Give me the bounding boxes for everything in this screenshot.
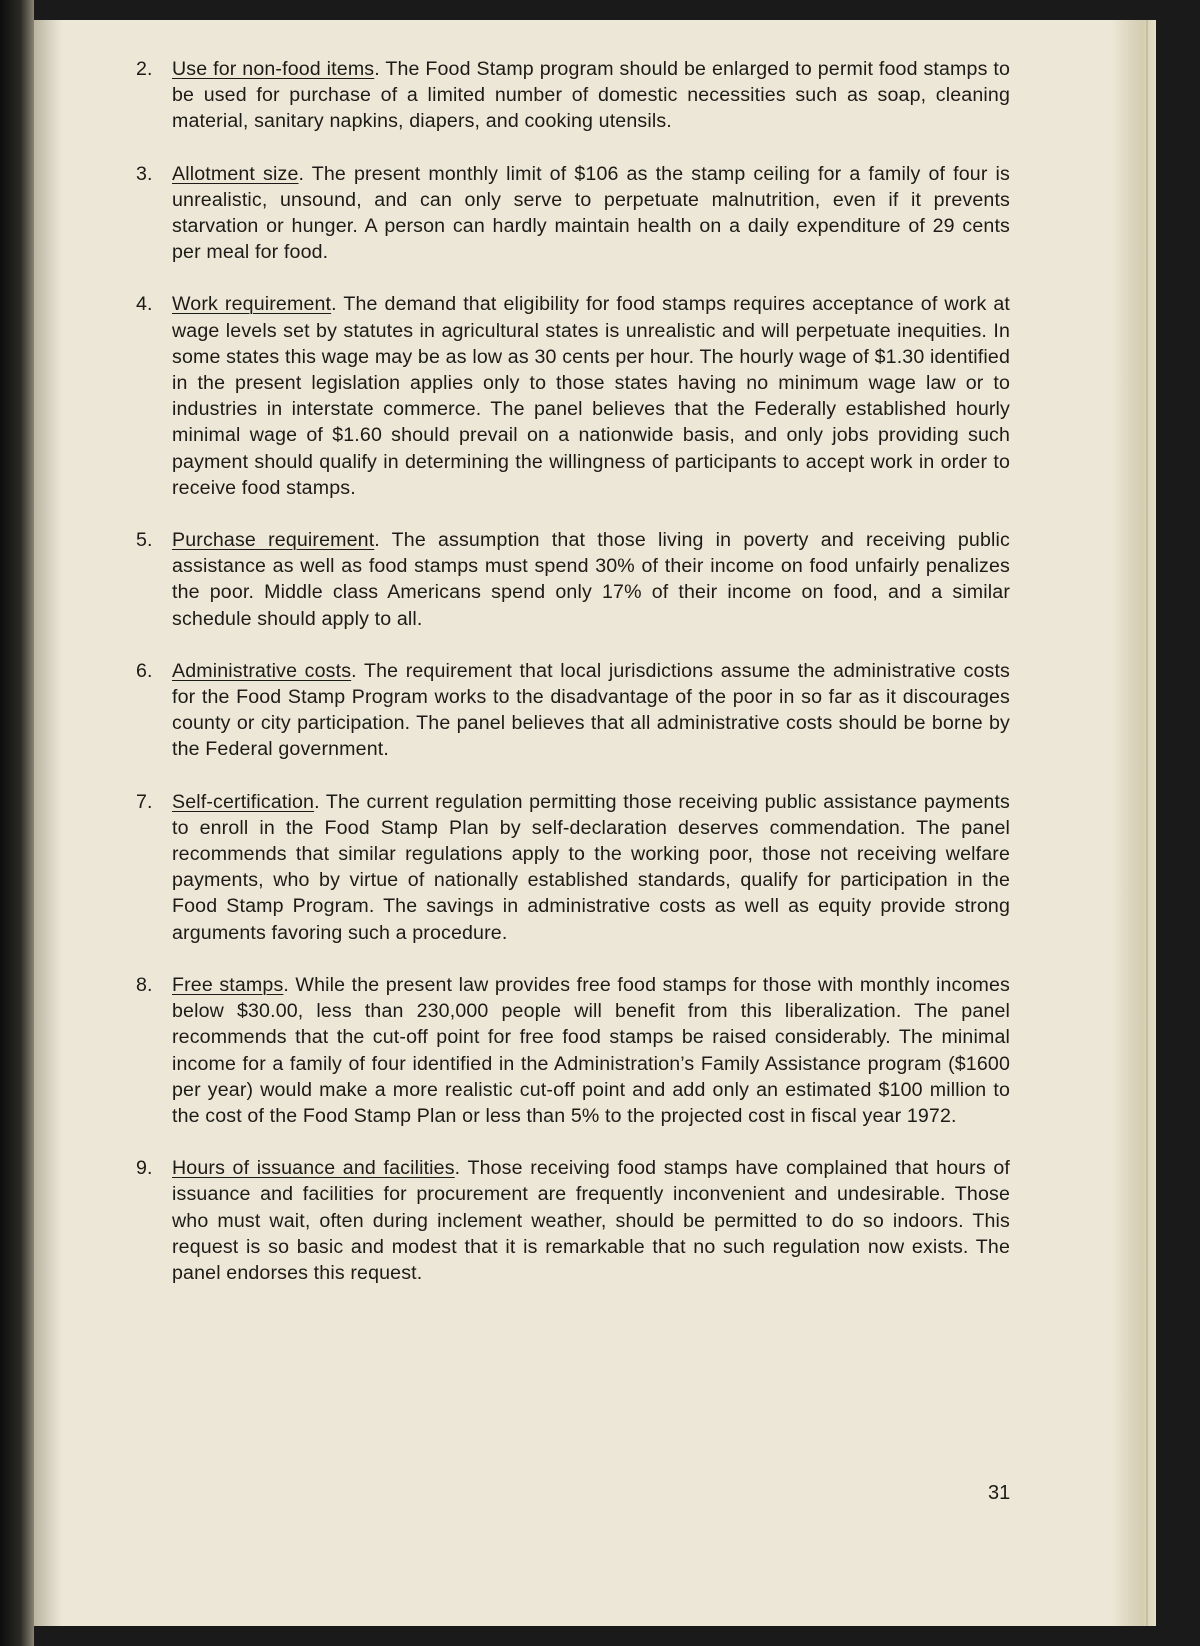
- item-number: 2.: [136, 58, 153, 80]
- item-body: . The demand that eligibility for food stamps requires acceptance of work at wage levels set by statutes in agricultural states is unrealistic and will perpetuate inequities. In some states this wage may be as low as 30 cents per hour. The hourly wage of $1.30 identified in the present legislation applies only to those states having no minimum wage law or to industries in interstate commerce. The panel believes that the Federally established hourly minimal wage of $1.60 should prevail on a nationwide basis, and only jobs providing such payment should qualify in determining the willingness of participants to accept work in order to receive food stamps.: [172, 293, 1010, 499]
- item-heading: Self-certification: [172, 790, 315, 813]
- recommendations-list: [136, 56, 1010, 1312]
- item-number: 5.: [136, 529, 153, 552]
- item-body: . While the present law provides free food stamps for those with monthly incomes below $30.00, less than 230,000 people will benefit from this liberalization. The panel recommends that the cut-off point for free food stamps be raised considerably. The minimal income for a family of four identified in the Administration’s Family Assistance program ($1600 per year) would make a more realistic cut-off point and add only an estimated $100 million to the cost of the Food Stamp Plan or less than 5% to the projected cost in fiscal year 1972.: [172, 973, 1010, 1127]
- list-item-8: [136, 972, 1010, 1129]
- item-heading: Work requirement: [172, 293, 332, 316]
- item-text: [172, 972, 1010, 1129]
- item-heading: Use for non-food items: [172, 58, 375, 80]
- item-body: . The requirement that local jurisdictions assume the administrative costs for the Food Stamp Program works to the disadvantage of the poor in so far as it discourages county or city participation. The panel believes that all administrative costs should be borne by the Federal government.: [172, 659, 1010, 761]
- item-heading: Hours of issuance and facilities: [172, 1157, 455, 1180]
- item-number: 6.: [136, 659, 153, 682]
- item-number: 7.: [136, 790, 153, 813]
- item-number: 4.: [136, 293, 153, 316]
- item-body: . The present monthly limit of $106 as the stamp ceiling for a family of four is unrealistic, unsound, and can only serve to perpetuate malnutrition, even if it prevents starvation or hunger. A person can hardly maintain health on a daily expenditure of 29 cents per meal for food.: [172, 162, 1010, 264]
- page-edge: [1112, 20, 1156, 1626]
- item-heading: Administrative costs: [172, 659, 352, 682]
- list-item-5: [136, 527, 1010, 632]
- item-text: [172, 161, 1010, 266]
- list-item-4: [136, 291, 1010, 501]
- item-body: . The current regulation permitting those receiving public assistance payments to enroll in the Food Stamp Plan by self-declaration deserves commendation. The panel recommends that similar regulations apply to the working poor, those not receiving welfare payments, who by virtue of nationally established standards, qualify for participation in the Food Stamp Program. The savings in administrative costs as well as equity provide strong arguments favoring such a procedure.: [172, 790, 1010, 944]
- item-text: [172, 658, 1010, 763]
- list-item-6: [136, 658, 1010, 763]
- item-text: [172, 1155, 1010, 1286]
- item-body: . The assumption that those living in poverty and receiving public assistance as well as food stamps must spend 30% of their income on food unfairly penalizes the poor. Middle class Americans spend only 17% of their income on food, and a similar schedule should apply to all.: [172, 529, 1010, 630]
- item-text: [172, 291, 1010, 501]
- item-body: . Those receiving food stamps have complained that hours of issuance and facilities for procurement are frequently inconvenient and undesirable. Those who must wait, often during inclement weather, should be permitted to do so indoors. This request is so basic and modest that it is remarkable that no such regulation now exists. The panel endorses this request.: [172, 1157, 1010, 1284]
- item-heading: Free stamps: [172, 973, 284, 996]
- item-body: . The Food Stamp program should be enlarged to permit food stamps to be used for purchase of a limited number of domestic necessities such as soap, cleaning material, sanitary napkins, diapers, and cooking utensils.: [172, 58, 1011, 133]
- item-heading: Allotment size: [172, 162, 299, 185]
- list-item-7: [136, 789, 1010, 946]
- item-number: 8.: [136, 973, 153, 996]
- item-text: [172, 789, 1010, 946]
- item-heading: Purchase requirement: [172, 529, 375, 552]
- item-number: 3.: [136, 162, 153, 185]
- item-text: [172, 56, 1010, 135]
- book-spine: [0, 0, 34, 1646]
- page-number: 31: [988, 1482, 1011, 1504]
- list-item-3: [136, 161, 1010, 266]
- list-item-9: [136, 1155, 1010, 1286]
- item-number: 9.: [136, 1157, 153, 1180]
- page-gutter: [34, 20, 62, 1626]
- item-text: [172, 527, 1010, 632]
- list-item-2: [136, 56, 1010, 135]
